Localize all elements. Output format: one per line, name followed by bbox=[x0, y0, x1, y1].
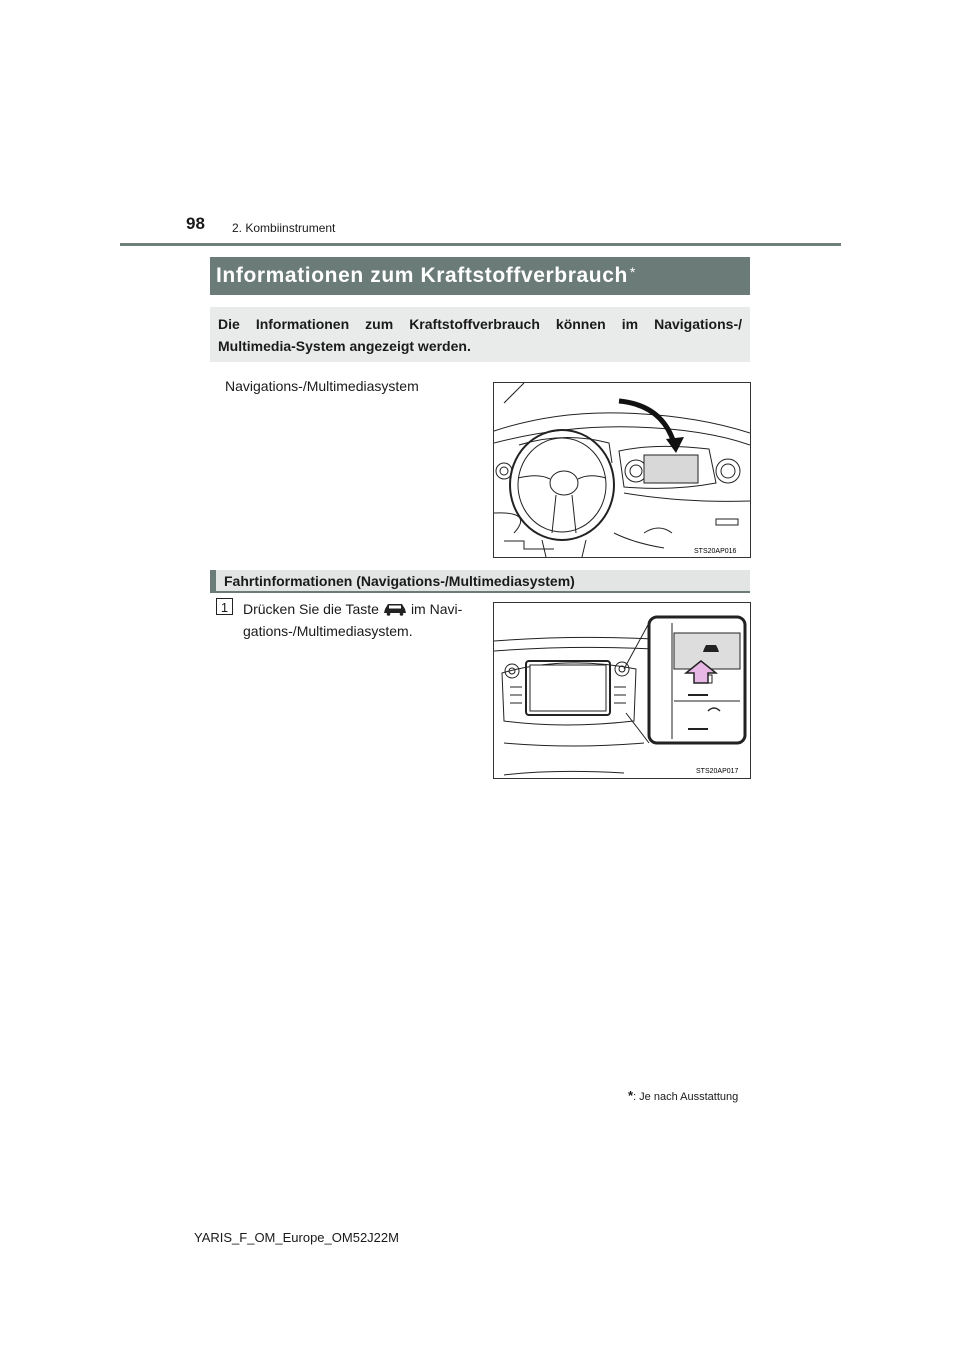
section-title-text: Informationen zum Kraftstoffverbrauch bbox=[216, 264, 628, 287]
footnote-text: : Je nach Ausstattung bbox=[633, 1091, 739, 1103]
section-title bbox=[210, 257, 750, 295]
step-text-after: im Navi- bbox=[410, 601, 463, 617]
asterisk-marker: * bbox=[629, 264, 636, 280]
figure-multimedia-unit bbox=[493, 602, 751, 779]
chapter-title: 2. Kombiinstrument bbox=[232, 221, 336, 235]
figure2-code: STS20AP017 bbox=[696, 768, 739, 775]
footer-doc-id: YARIS_F_OM_Europe_OM52J22M bbox=[194, 1230, 399, 1245]
dashboard-illustration bbox=[494, 383, 750, 557]
figure1-caption: Navigations-/Multimediasystem bbox=[225, 378, 419, 394]
intro-box bbox=[210, 307, 750, 362]
step-text-line2: gations-/Multimediasystem. bbox=[243, 623, 413, 639]
step-number: 1 bbox=[216, 598, 233, 615]
footnote-marker: * bbox=[628, 1088, 634, 1103]
car-icon bbox=[382, 602, 408, 616]
figure-dashboard bbox=[493, 382, 751, 558]
page-number: 98 bbox=[186, 214, 205, 233]
intro-line-1: Die Informationen zum Kraftstoffverbrauch können im Navigations-/ bbox=[218, 316, 742, 332]
step-text bbox=[243, 598, 483, 642]
multimedia-illustration bbox=[494, 603, 750, 778]
step-text-before: Drücken Sie die Taste bbox=[243, 601, 379, 617]
header-rule bbox=[120, 243, 841, 246]
subsection-title: Fahrtinformationen (Navigations-/Multimediasystem) bbox=[210, 570, 750, 593]
intro-line-2: Multimedia-System angezeigt werden. bbox=[218, 338, 471, 354]
footnote bbox=[628, 1088, 738, 1103]
figure1-code: STS20AP016 bbox=[694, 548, 737, 555]
